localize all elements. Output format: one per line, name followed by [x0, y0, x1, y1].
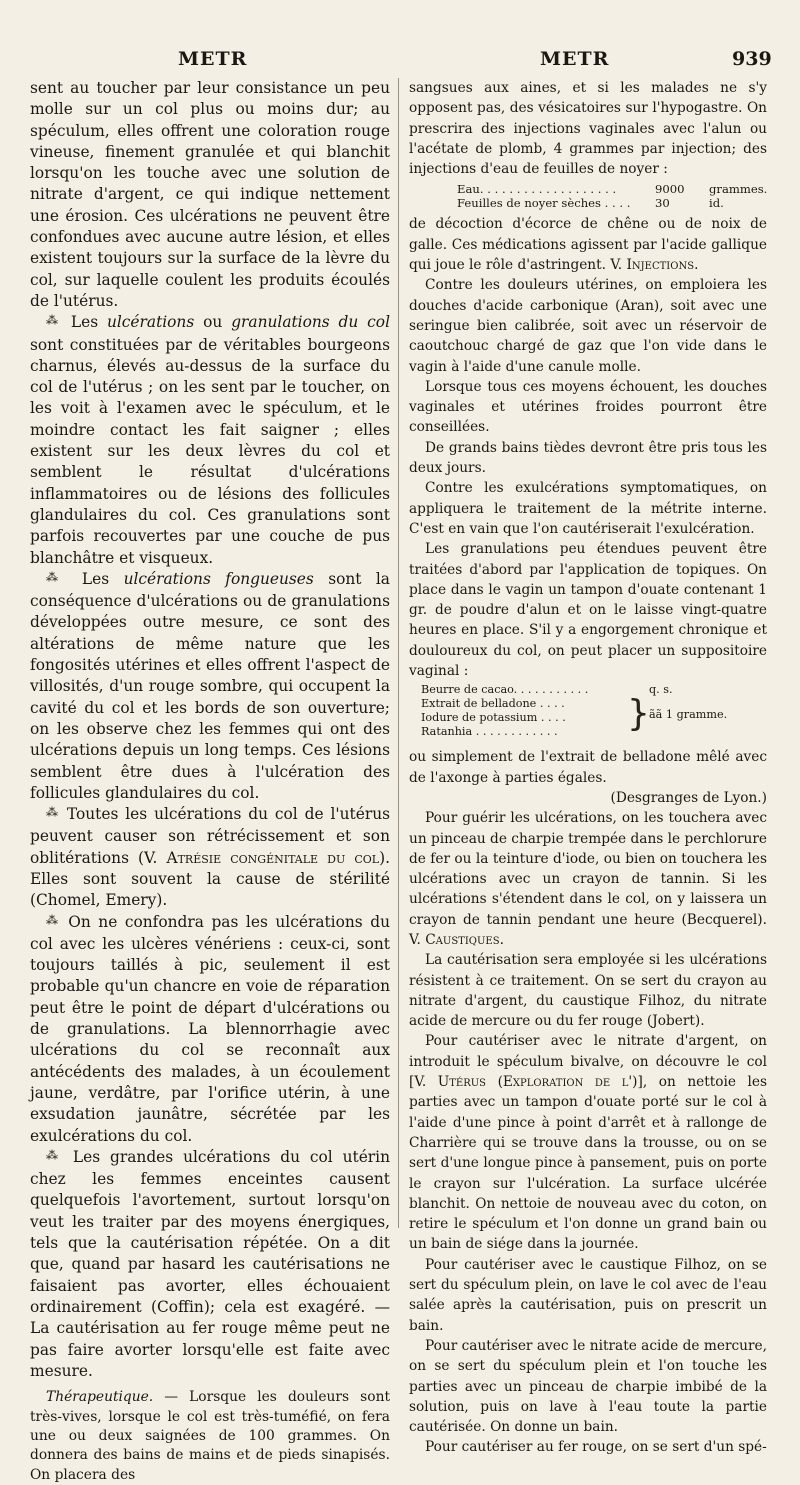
paragraph: ⁂ Les grandes ulcérations du col utérin chez les femmes enceintes causent quelquefois l'avortement, surtout lorsqu'on veut les traiter par des moyens énergiques, tels que la cautérisation répétée. On a dit que, quand par hasard les cautérisations ne faisaient pas avorter, elles échouaient ordinairement (Coffin); cela est exagéré. — La cautérisation au fer rouge même peut ne pas faire avorter lorsqu'elle est faite avec mesure. [30, 1147, 390, 1380]
recipe-line: Iodure de potassium . . . . [421, 711, 566, 725]
header-middle-word: METR [540, 48, 610, 70]
recipe-line: Beurre de cacao. . . . . . . . . . . [421, 683, 589, 697]
paragraph: Pour cautériser avec le nitrate acide de mercure, on se sert du spéculum plein et l'on touche les parties avec un pinceau de charpie imbibé de la solution, puis on lave à l'eau toute la partie cautérisée. On donne un bain. [409, 1337, 767, 1436]
paragraph: ⁂ Les ulcérations fongueuses sont la conséquence d'ulcérations ou de granulations développées outre mesure, ce sont des altérations de même nature que les fongosités utérines et elles offrent l'aspect de villosités, d'un rouge sombre, qui occupent la cavité du col et les bords de son ouverture; on les observe chez les femmes qui ont des ulcérations depuis un long temps. Ces lésions semblent être dues à l'ulcération des follicules glandulaires du col. [30, 569, 390, 802]
recipe-noyer [457, 182, 767, 210]
paragraph: La cautérisation sera employée si les ulcérations résistent à ce traitement. On se sert du crayon au nitrate d'argent, du caustique Filhoz, du nitrate acide de mercure ou du fer rouge (Jobert). [409, 952, 767, 1030]
recipe-line: Ratanhia . . . . . . . . . . . . [421, 725, 558, 739]
recipe-quantity: q. s. [649, 683, 673, 697]
asterism-icon: ⁂ [46, 569, 68, 584]
paragraph: Contre les douleurs utérines, on emploiera les douches d'acide carbonique (Aran), soit avec une seringue bien calibrée, soit avec un réservoir de caoutchouc chargé de gaz que l'on vide dans le vagin à l'aide d'une canule molle. [409, 277, 767, 375]
paragraph: Contre les exulcérations symptomatiques, on appliquera le traitement de la métrite interne. C'est en vain que l'on cautériserait l'exulcération. [409, 480, 767, 537]
citation: (Desgranges de Lyon.) [610, 789, 767, 806]
paragraph: Les granulations peu étendues peuvent être traitées d'abord par l'application de topiques. On place dans le vagin un tampon d'ouate contenant 1 gr. de poudre d'alun et on le laisse vingt-quatre heures en place. S'il y a engorgement chronique et douloureux du col, on peut placer un suppositoire vaginal : [409, 541, 767, 680]
recipe-suppositoire [421, 683, 767, 743]
paragraph: sent au toucher par leur consistance un peu molle sur un col plus ou moins dur; au spéculum, elles offrent une coloration rouge vineuse, finement granulée et qui blanchit lorsqu'on les touche avec une solution de nitrate d'argent, ce qui indique nettement une érosion. Ces ulcérations ne peuvent être confondues avec aucune autre lésion, et elles existent toujours sur la surface de la lèvre du col, sur laquelle coulent les produits écoulés de l'utérus. [30, 79, 390, 310]
page-header [0, 48, 800, 74]
paragraph: ⁂ Toutes les ulcérations du col de l'utérus peuvent causer son rétrécissement et son oblitérations (V. Atrésie congénitale du col). Elles sont souvent la cause de stérilité (Chomel, Emery). [30, 805, 391, 910]
paragraph: de décoction d'écorce de chêne ou de noix de galle. Ces médications agissent par l'acide gallique qui joue le rôle d'astringent. V. Injections. [409, 216, 767, 274]
paragraph: ⁂ Les ulcérations ou granulations du col sont constituées par de véritables bourgeons charnus, élevés au-dessus de la surface du col de l'utérus ; on les sent par le toucher, on les voit à l'examen avec le spéculum, et le moindre contact les fait saigner ; elles existent sur les deux lèvres du col et semblent le résultat d'ulcérations inflammatoires ou de lésions des follicules glandulaires du col. Ces granulations sont parfois recouvertes par une couche de pus blanchâtre et visqueux. [30, 313, 390, 567]
paragraph: Pour cautériser au fer rouge, on se sert d'un spé- [425, 1439, 767, 1456]
paragraph: ou simplement de l'extrait de belladone mêlé avec de l'axonge à parties égales. [409, 749, 767, 786]
recipe-line: Eau. . . . . . . . . . . . . . . . . . . 9000 grammes. [457, 182, 768, 197]
asterism-icon: ⁂ [46, 805, 61, 820]
paragraph: Pour guérir les ulcérations, on les touchera avec un pinceau de charpie trempée dans le perchlorure de fer ou la teinture d'iode, ou bien on touchera les ulcérations avec un crayon de tannin. Si les ulcérations s'étendent dans le col, on y laissera un crayon de tannin pendant une heure (Becquerel). V. Caustiques. [409, 810, 767, 948]
paragraph: ⁂ On ne confondra pas les ulcérations du col avec les ulcères vénériens : ceux-ci, sont toujours taillés à pic, seulement il est probable qu'un chancre en voie de réparation peut être le point de départ d'ulcérations ou de granulations. La blennorrhagie avec ulcérations du col se reconnaît aux antécédents des malades, à un écoulement jaune, verdâtre, par l'orifice utérin, à une exsudation jaunâtre, sécrétée par les exulcérations du col. [30, 912, 390, 1145]
brace-icon: } [627, 693, 650, 735]
asterism-icon: ⁂ [46, 313, 62, 328]
therapeutique-paragraph: Thérapeutique. — Lorsque les douleurs sont très-vives, lorsque le col est très-tuméfié, on fera une ou deux saignées de 100 grammes. On donnera des bains de mains et de pieds sinapisés. On placera des [30, 1389, 390, 1483]
recipe-line: Extrait de belladone . . . . [421, 697, 565, 711]
paragraph: Pour cautériser avec le nitrate d'argent, on introduit le spéculum bivalve, on découvre le col [V. Utérus (Exploration de l')], on nettoie les parties avec un tampon d'ouate porté sur le col à l'aide d'une pince à point d'arrêt et à rallonge de Charrière qui se trouve dans la trousse, ou on se sert d'une longue pince à pansement, puis on porte le crayon sur l'ulcération. La surface ulcérée blanchit. On nettoie de nouveau avec du coton, on retire le spéculum et l'on donne un grand bain ou un bain de siége dans la journée. [409, 1033, 767, 1253]
page-number: 939 [732, 48, 772, 70]
recipe-line: Feuilles de noyer sèches . . . . 30 id. [457, 196, 724, 211]
column-divider [398, 78, 399, 1228]
paragraph: sangsues aux aines, et si les malades ne s'y opposent pas, des vésicatoires sur l'hypogastre. On prescrira des injections vaginales avec l'alun ou l'acétate de plomb, 4 grammes par injection; des injections d'eau de feuilles de noyer : [409, 80, 767, 178]
asterism-icon: ⁂ [46, 1147, 63, 1162]
asterism-icon: ⁂ [46, 912, 61, 927]
header-left-word: METR [178, 48, 248, 70]
left-column [30, 78, 390, 1485]
right-column [409, 78, 767, 1458]
paragraph: De grands bains tièdes devront être pris tous les deux jours. [409, 439, 767, 477]
paragraph: Lorsque tous ces moyens échouent, les douches vaginales et utérines froides pourront être conseillées. [409, 378, 767, 436]
paragraph: Pour cautériser avec le caustique Filhoz, on se sert du spéculum plein, on lave le col avec de l'eau salée après la cautérisation, puis on prescrit un bain. [409, 1256, 767, 1334]
recipe-quantity: ãã 1 gramme. [649, 708, 728, 722]
